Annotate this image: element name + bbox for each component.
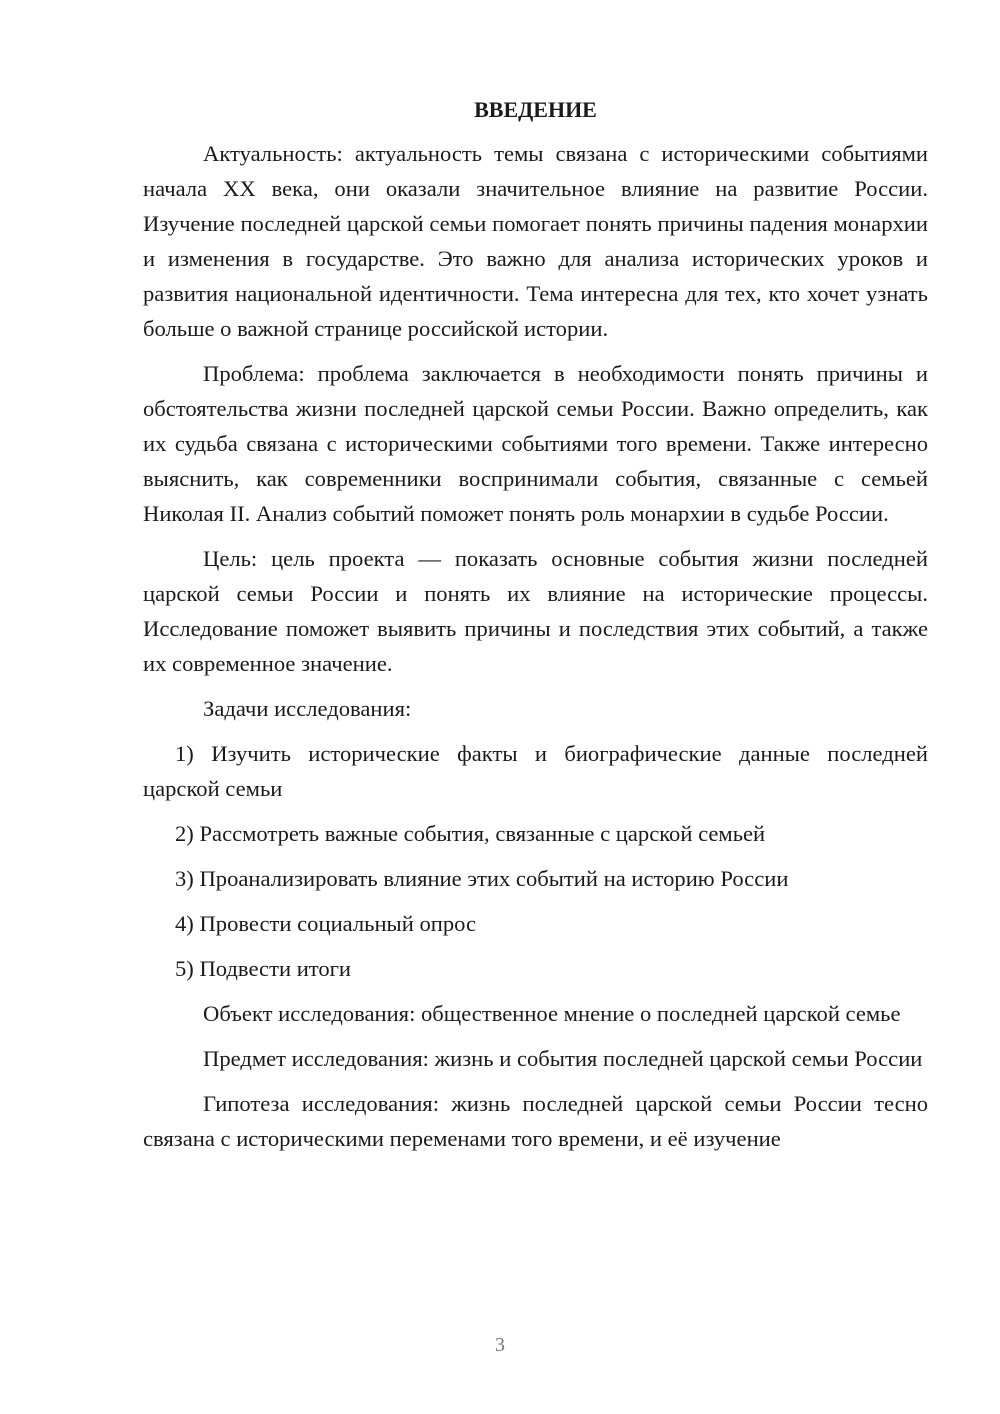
task-item: 2) Рассмотреть важные события, связанные с царской семьей (175, 821, 766, 846)
task-item: 5) Подвести итоги (175, 956, 352, 981)
task-item: 1) Изучить исторические факты и биографические данные последней царской семьи (143, 741, 928, 801)
task-item: 4) Провести социальный опрос (175, 911, 477, 936)
relevance-paragraph: Актуальность: актуальность темы связана с историческими событиями начала XX века, они оказали значительное влияние на развитие России. Изучение последней царской семьи помогает понять причины падения монархии и изменения в государстве. Это важно для анализа исторических уроков и развития национальной идентичности. Тема интересна для тех, кто хочет узнать больше о важной странице российской истории. (143, 141, 928, 341)
object-paragraph: Объект исследования: общественное мнение о последней царской семье (203, 1001, 901, 1026)
page-number: 3 (495, 1334, 505, 1356)
page-content (143, 92, 928, 1156)
goal-paragraph: Цель: цель проекта — показать основные события жизни последней царской семьи России и понять их влияние на исторические процессы. Исследование поможет выявить причины и последствия этих событий, а также их современное значение. (143, 546, 928, 676)
subject-paragraph: Предмет исследования: жизнь и события последней царской семьи России (203, 1046, 923, 1071)
hypothesis-paragraph: Гипотеза исследования: жизнь последней царской семьи России тесно связана с историческими переменами того времени, и её изучение (143, 1091, 928, 1151)
problem-paragraph: Проблема: проблема заключается в необходимости понять причины и обстоятельства жизни последней царской семьи России. Важно определить, как их судьба связана с историческими событиями того времени. Также интересно выяснить, как современники воспринимали события, связанные с семьей Николая II. Анализ событий поможет понять роль монархии в судьбе России. (143, 361, 928, 526)
tasks-heading: Задачи исследования: (203, 696, 412, 721)
section-title: ВВЕДЕНИЕ (474, 97, 597, 122)
task-item: 3) Проанализировать влияние этих событий на историю России (175, 866, 789, 891)
